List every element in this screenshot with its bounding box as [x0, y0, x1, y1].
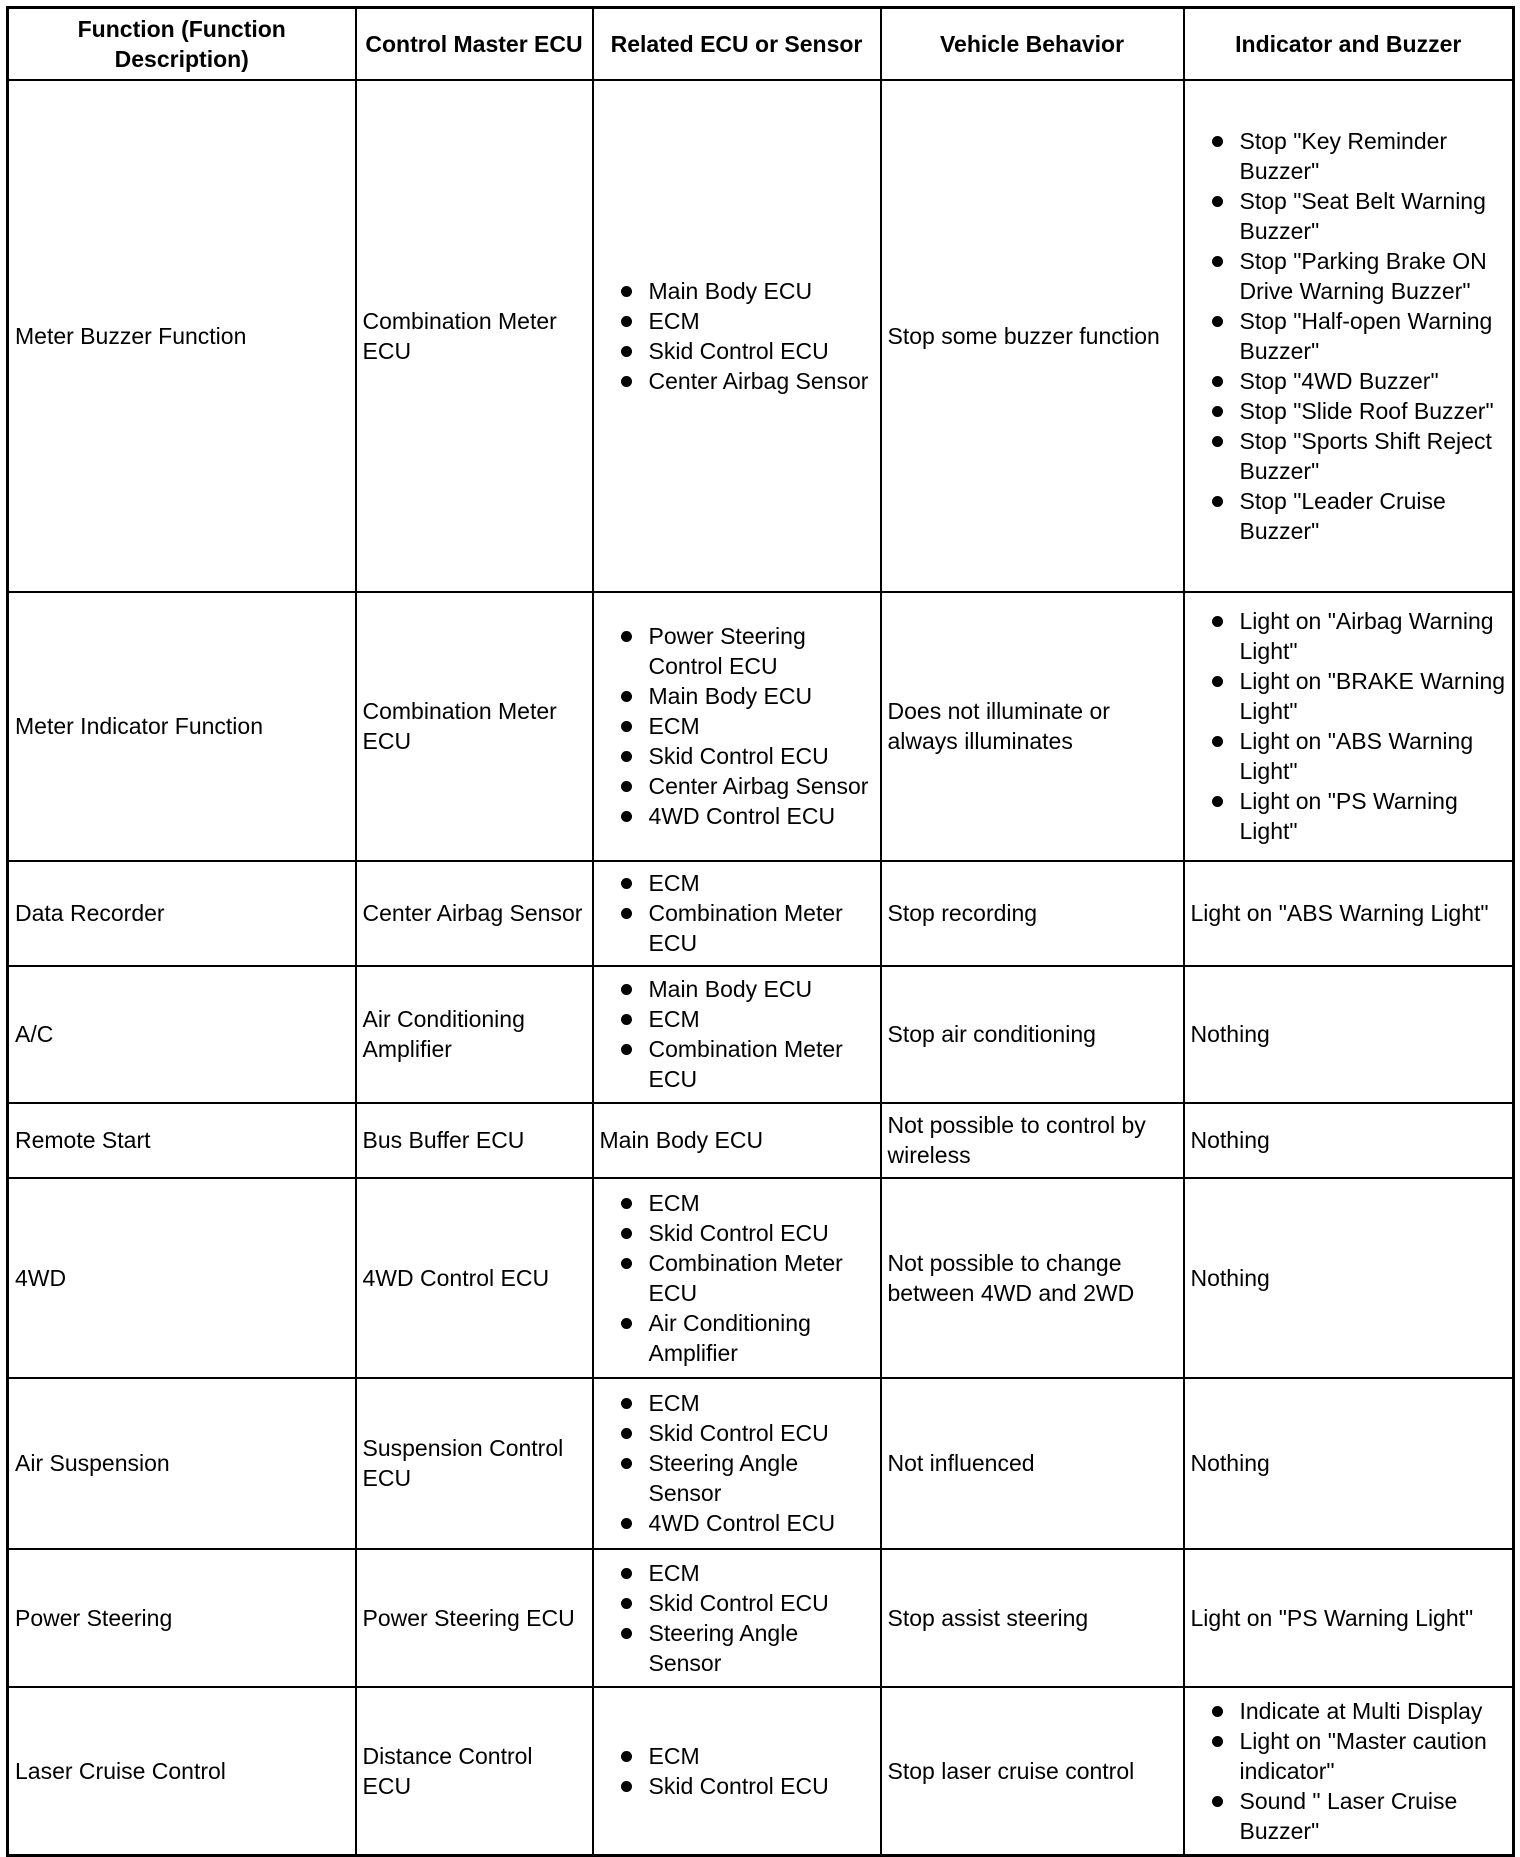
cell-indicator [1184, 80, 1514, 592]
list-item: Stop "Sports Shift Reject Buzzer" [1191, 426, 1507, 486]
cell-function: Laser Cruise Control [8, 1687, 356, 1856]
cell-master: Bus Buffer ECU [356, 1103, 593, 1178]
bullet-list [600, 1558, 874, 1678]
cell-related [593, 1178, 881, 1378]
list-item: Combination Meter ECU [600, 1248, 874, 1308]
cell-function: 4WD [8, 1178, 356, 1378]
cell-master: Suspension Control ECU [356, 1378, 593, 1549]
cell-indicator: Nothing [1184, 1103, 1514, 1178]
cell-master: Power Steering ECU [356, 1549, 593, 1687]
table-row [8, 80, 1514, 592]
function-table [6, 6, 1515, 1857]
cell-function: Air Suspension [8, 1378, 356, 1549]
list-item: Light on "Master caution indicator" [1191, 1726, 1507, 1786]
list-item: Center Airbag Sensor [600, 771, 874, 801]
list-item: Indicate at Multi Display [1191, 1696, 1507, 1726]
table-row [8, 1549, 1514, 1687]
list-item: Center Airbag Sensor [600, 366, 874, 396]
list-item: Stop "Slide Roof Buzzer" [1191, 396, 1507, 426]
cell-indicator: Light on "ABS Warning Light" [1184, 861, 1514, 966]
table-row [8, 966, 1514, 1103]
cell-master: Air Conditioning Amplifier [356, 966, 593, 1103]
cell-related [593, 1549, 881, 1687]
cell-indicator: Light on "PS Warning Light" [1184, 1549, 1514, 1687]
list-item: ECM [600, 711, 874, 741]
table-row [8, 1178, 1514, 1378]
list-item: Stop "Key Reminder Buzzer" [1191, 126, 1507, 186]
cell-related [593, 1378, 881, 1549]
list-item: Skid Control ECU [600, 1771, 874, 1801]
list-item: Skid Control ECU [600, 1418, 874, 1448]
cell-master: Combination Meter ECU [356, 592, 593, 861]
cell-master: 4WD Control ECU [356, 1178, 593, 1378]
list-item: Main Body ECU [600, 276, 874, 306]
cell-function: Power Steering [8, 1549, 356, 1687]
list-item: Stop "Half-open Warning Buzzer" [1191, 306, 1507, 366]
cell-related: Main Body ECU [593, 1103, 881, 1178]
list-item: ECM [600, 306, 874, 336]
table-header [8, 8, 1514, 80]
list-item: Combination Meter ECU [600, 898, 874, 958]
list-item: Stop "Parking Brake ON Drive Warning Buzzer" [1191, 246, 1507, 306]
cell-behavior: Not possible to control by wireless [881, 1103, 1184, 1178]
cell-behavior: Does not illuminate or always illuminates [881, 592, 1184, 861]
list-item: Light on "BRAKE Warning Light" [1191, 666, 1507, 726]
bullet-list [1191, 606, 1507, 846]
cell-indicator: Nothing [1184, 1378, 1514, 1549]
bullet-list [600, 974, 874, 1094]
list-item: Air Conditioning Amplifier [600, 1308, 874, 1368]
cell-indicator [1184, 1687, 1514, 1856]
cell-behavior: Stop assist steering [881, 1549, 1184, 1687]
list-item: Light on "PS Warning Light" [1191, 786, 1507, 846]
table-row [8, 1378, 1514, 1549]
bullet-list [600, 1741, 874, 1801]
bullet-list [600, 868, 874, 958]
list-item: ECM [600, 1004, 874, 1034]
list-item: Light on "Airbag Warning Light" [1191, 606, 1507, 666]
column-header: Control Master ECU [356, 8, 593, 80]
cell-function: A/C [8, 966, 356, 1103]
cell-indicator [1184, 592, 1514, 861]
list-item: ECM [600, 1558, 874, 1588]
bullet-list [1191, 126, 1507, 546]
cell-related [593, 80, 881, 592]
list-item: ECM [600, 1741, 874, 1771]
cell-indicator: Nothing [1184, 1178, 1514, 1378]
list-item: Steering Angle Sensor [600, 1618, 874, 1678]
list-item: Skid Control ECU [600, 1588, 874, 1618]
cell-behavior: Stop air conditioning [881, 966, 1184, 1103]
list-item: Skid Control ECU [600, 1218, 874, 1248]
list-item: ECM [600, 868, 874, 898]
list-item: ECM [600, 1388, 874, 1418]
list-item: 4WD Control ECU [600, 801, 874, 831]
cell-behavior: Stop recording [881, 861, 1184, 966]
list-item: Combination Meter ECU [600, 1034, 874, 1094]
cell-function: Data Recorder [8, 861, 356, 966]
cell-behavior: Stop laser cruise control [881, 1687, 1184, 1856]
list-item: Stop "Seat Belt Warning Buzzer" [1191, 186, 1507, 246]
list-item: ECM [600, 1188, 874, 1218]
cell-related [593, 861, 881, 966]
cell-master: Distance Control ECU [356, 1687, 593, 1856]
column-header: Indicator and Buzzer [1184, 8, 1514, 80]
list-item: 4WD Control ECU [600, 1508, 874, 1538]
cell-related [593, 966, 881, 1103]
cell-behavior: Not possible to change between 4WD and 2WD [881, 1178, 1184, 1378]
cell-related [593, 1687, 881, 1856]
column-header: Vehicle Behavior [881, 8, 1184, 80]
cell-behavior: Stop some buzzer function [881, 80, 1184, 592]
cell-master: Center Airbag Sensor [356, 861, 593, 966]
bullet-list [600, 1388, 874, 1538]
cell-function: Meter Buzzer Function [8, 80, 356, 592]
column-header: Function (Function Description) [8, 8, 356, 80]
table-row [8, 1687, 1514, 1856]
list-item: Main Body ECU [600, 974, 874, 1004]
cell-indicator: Nothing [1184, 966, 1514, 1103]
list-item: Stop "4WD Buzzer" [1191, 366, 1507, 396]
cell-function: Remote Start [8, 1103, 356, 1178]
bullet-list [600, 1188, 874, 1368]
table-row [8, 861, 1514, 966]
cell-related [593, 592, 881, 861]
table-row [8, 1103, 1514, 1178]
bullet-list [600, 276, 874, 396]
list-item: Power Steering Control ECU [600, 621, 874, 681]
table-row [8, 592, 1514, 861]
list-item: Skid Control ECU [600, 741, 874, 771]
bullet-list [600, 621, 874, 831]
list-item: Light on "ABS Warning Light" [1191, 726, 1507, 786]
cell-master: Combination Meter ECU [356, 80, 593, 592]
column-header: Related ECU or Sensor [593, 8, 881, 80]
cell-function: Meter Indicator Function [8, 592, 356, 861]
list-item: Skid Control ECU [600, 336, 874, 366]
cell-behavior: Not influenced [881, 1378, 1184, 1549]
list-item: Sound " Laser Cruise Buzzer" [1191, 1786, 1507, 1846]
list-item: Main Body ECU [600, 681, 874, 711]
bullet-list [1191, 1696, 1507, 1846]
list-item: Steering Angle Sensor [600, 1448, 874, 1508]
list-item: Stop "Leader Cruise Buzzer" [1191, 486, 1507, 546]
